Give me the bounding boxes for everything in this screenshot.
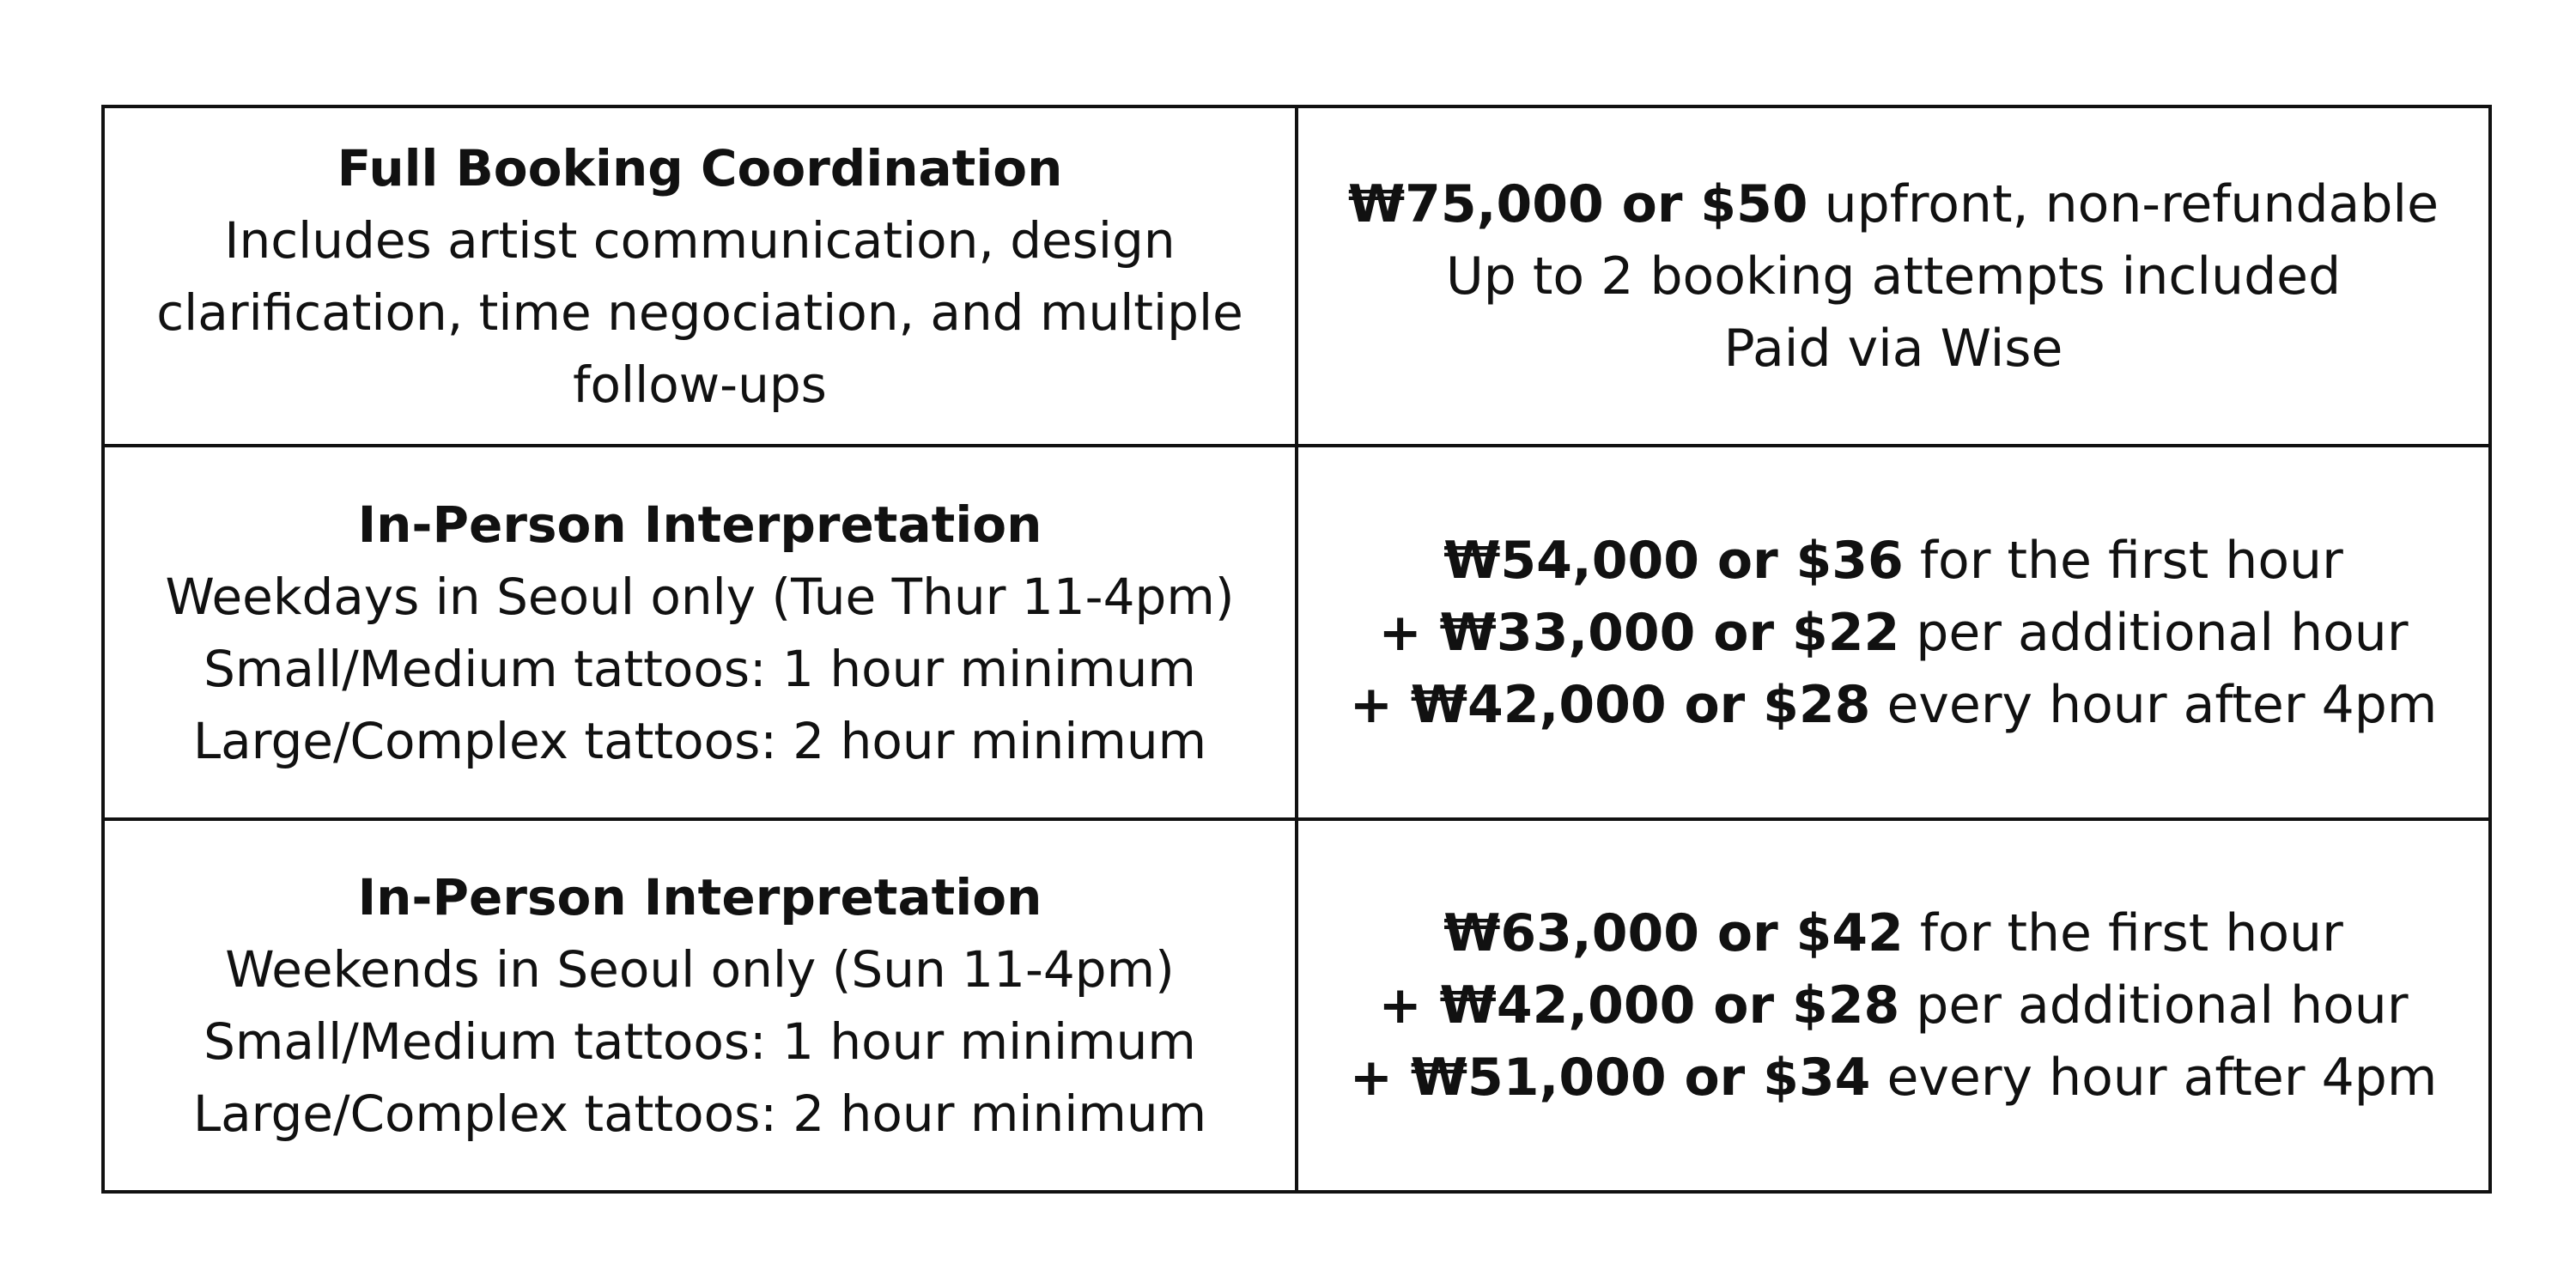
service-description-line: Large/Complex tattoos: 2 hour minimum (192, 1084, 1207, 1143)
price-detail: per additional hour (1899, 975, 2409, 1036)
price-amount: + ₩42,000 or $28 (1349, 674, 1871, 735)
price-line (1333, 168, 2454, 240)
service-cell (103, 106, 1297, 446)
pricing-cell (1297, 446, 2490, 819)
service-description-line: Large/Complex tattoos: 2 hour minimum (192, 711, 1207, 770)
pricing-table (101, 105, 2492, 1194)
price-line (1333, 1042, 2454, 1114)
service-description-line: Small/Medium tattoos: 1 hour minimum (204, 1012, 1196, 1071)
price-line (1333, 969, 2454, 1042)
price-detail: for the first hour (1903, 903, 2343, 963)
service-description-line: Weekdays in Seoul only (Tue Thur 11-4pm) (165, 567, 1235, 626)
price-detail: Up to 2 booking attempts included (1445, 246, 2342, 307)
service-description-line: clarification, time negociation, and multiple (156, 283, 1243, 342)
price-detail: every hour after 4pm (1870, 674, 2438, 735)
price-line (1333, 525, 2454, 597)
service-description-line: Weekends in Seoul only (Sun 11-4pm) (225, 940, 1175, 999)
service-title: In-Person Interpretation (357, 868, 1042, 927)
price-line (1333, 897, 2454, 969)
service-cell (103, 446, 1297, 819)
price-line (1333, 313, 2454, 385)
table-row (103, 106, 2490, 446)
price-line (1333, 597, 2454, 669)
service-description-line: Includes artist communication, design (224, 210, 1176, 270)
pricing-cell (1297, 106, 2490, 446)
price-amount: ₩54,000 or $36 (1443, 530, 1904, 591)
price-line (1333, 669, 2454, 741)
table-row (103, 446, 2490, 819)
table-row (103, 819, 2490, 1192)
price-detail: upfront, non-refundable (1807, 173, 2439, 234)
service-title: Full Booking Coordination (337, 138, 1063, 197)
price-detail: every hour after 4pm (1870, 1048, 2438, 1108)
service-title: In-Person Interpretation (357, 495, 1042, 554)
service-description-line: Small/Medium tattoos: 1 hour minimum (204, 639, 1196, 698)
service-description-line: follow-ups (573, 355, 827, 414)
price-detail: per additional hour (1899, 602, 2409, 663)
price-detail: for the first hour (1903, 530, 2343, 591)
price-amount: + ₩42,000 or $28 (1378, 975, 1900, 1036)
service-cell (103, 819, 1297, 1192)
pricing-cell (1297, 819, 2490, 1192)
price-amount: + ₩51,000 or $34 (1349, 1048, 1871, 1108)
price-amount: + ₩33,000 or $22 (1378, 602, 1900, 663)
price-amount: ₩63,000 or $42 (1443, 903, 1904, 963)
price-detail: Paid via Wise (1723, 318, 2063, 379)
price-amount: ₩75,000 or $50 (1348, 173, 1808, 234)
price-line (1333, 240, 2454, 313)
